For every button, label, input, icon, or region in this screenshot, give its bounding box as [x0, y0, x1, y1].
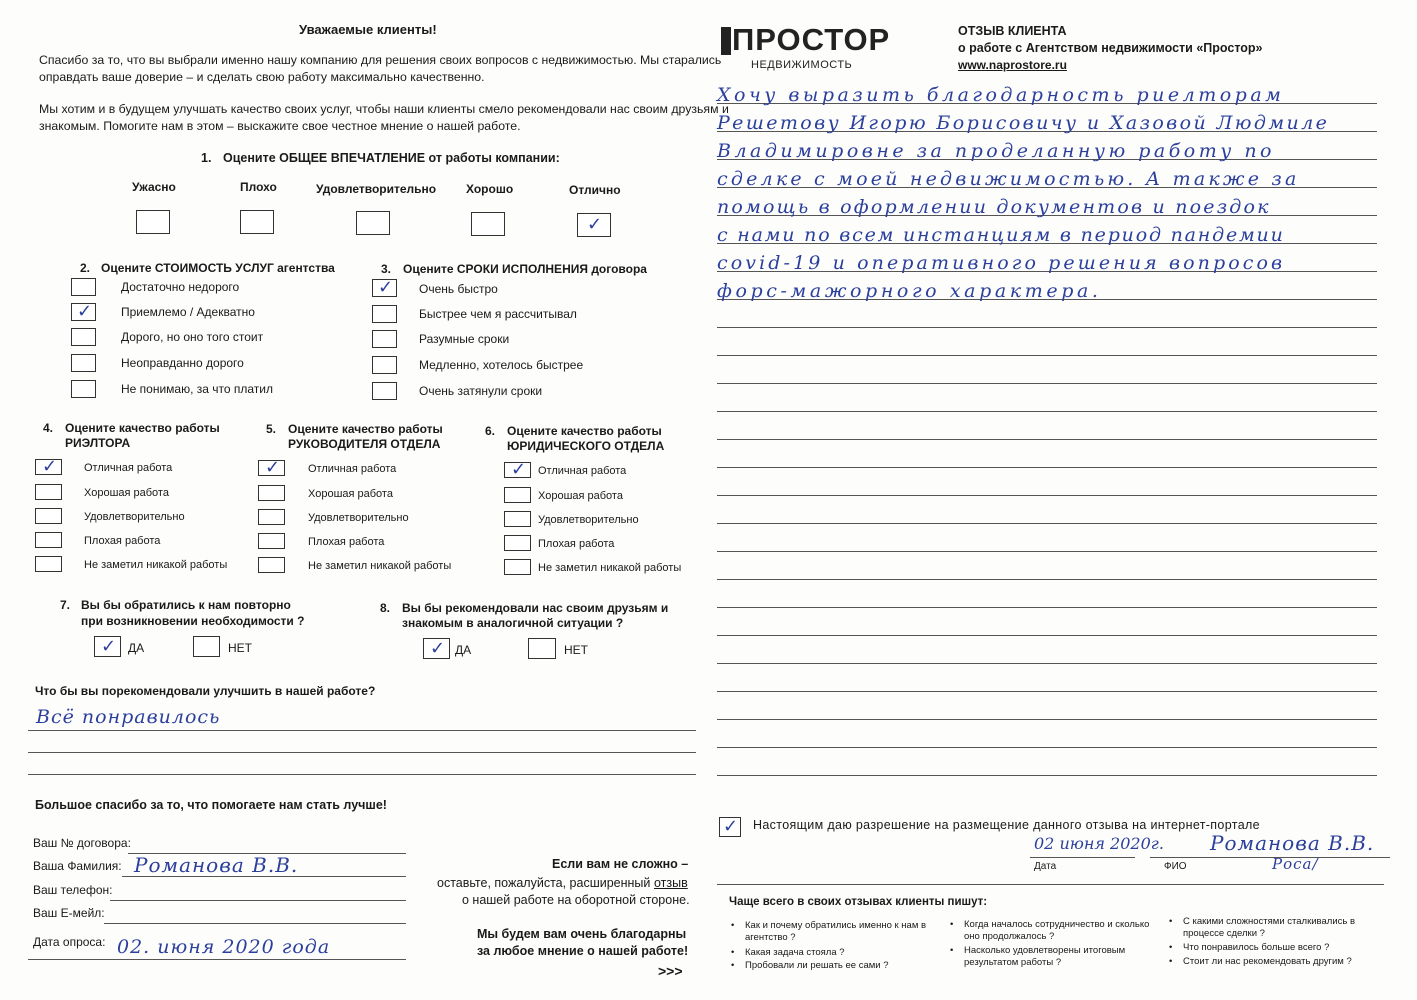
- q2-number: 2.: [80, 261, 91, 275]
- intro-line: оправдать ваше доверие – и сделать свою работу максимально качественно.: [39, 70, 485, 84]
- ruled-line: [717, 327, 1377, 328]
- q7-title: при возникновении необходимости ?: [81, 614, 305, 628]
- company-logo: [721, 22, 901, 75]
- email-field[interactable]: [104, 923, 406, 924]
- q1-checkbox-good[interactable]: [471, 212, 505, 236]
- q1-checkbox-bad[interactable]: [240, 210, 274, 234]
- q3-title: Оцените СРОКИ ИСПОЛНЕНИЯ договора: [403, 262, 647, 276]
- q6-number: 6.: [485, 424, 496, 438]
- q3-checkbox[interactable]: [372, 305, 397, 323]
- q1-checkbox-terrible[interactable]: [136, 210, 170, 234]
- q6-checkbox[interactable]: [504, 511, 531, 527]
- q7-checkbox-no[interactable]: [193, 636, 220, 657]
- signature-date-label: Дата: [1034, 861, 1057, 872]
- q6-checkbox[interactable]: [504, 535, 531, 551]
- q7-yes-label: ДА: [128, 641, 145, 655]
- q8-yes-label: ДА: [455, 643, 472, 657]
- intro-line: Мы хотим и в будущем улучшать качество своих услуг, чтобы наши клиенты смело рекомендовали нас своим друзьям и: [39, 102, 729, 116]
- ruled-line: [717, 607, 1377, 608]
- review-line: Хочу выразить благодарность риелторам: [717, 84, 1285, 106]
- q5-checkbox[interactable]: [258, 533, 285, 549]
- check-mark-icon: ✓: [511, 459, 527, 480]
- check-mark-icon: ✓: [430, 638, 446, 659]
- intro-line: знакомым. Помогите нам в этом – выскажите свое честное мнение о нашей работе.: [39, 119, 521, 133]
- review-line: covid-19 и оперативного решения вопросов: [717, 252, 1286, 274]
- q2-checkbox[interactable]: [71, 380, 96, 398]
- review-line: Владимировне за проделанную работу по: [717, 140, 1275, 162]
- fio-signature-line: [1150, 857, 1390, 858]
- bullet-icon: •: [1169, 916, 1173, 927]
- divider: [717, 884, 1384, 885]
- logo-subtext: НЕДВИЖИМОСТЬ: [751, 59, 853, 71]
- note-line: о нашей работе на оборотной стороне.: [462, 893, 690, 907]
- q6-checkbox[interactable]: [504, 459, 531, 480]
- q8-checkbox-no[interactable]: [528, 638, 556, 659]
- bullet-icon: •: [1169, 956, 1173, 967]
- tip-item: [731, 947, 935, 959]
- q4-option-label: Плохая работа: [84, 535, 161, 547]
- review-line: сделке с моей недвижимостью. А также за: [717, 168, 1300, 190]
- q5-checkbox[interactable]: [258, 457, 285, 478]
- tip-item: [950, 945, 1154, 969]
- q1-option-label: Ужасно: [132, 180, 176, 194]
- q6-option-label: Плохая работа: [538, 538, 615, 550]
- q1-option-label: Хорошо: [466, 182, 514, 196]
- q5-option-label: Удовлетворительно: [308, 512, 409, 524]
- q4-option-label: Не заметил никакой работы: [84, 559, 228, 571]
- ruled-line: [717, 775, 1377, 776]
- q3-option-label: Разумные сроки: [419, 332, 510, 346]
- answer-line: [28, 774, 696, 775]
- q8-number: 8.: [380, 601, 391, 615]
- q5-option-label: Не заметил никакой работы: [308, 560, 452, 572]
- q5-checkbox[interactable]: [258, 485, 285, 501]
- review-line: Решетову Игорю Борисовичу и Хазовой Людмиле: [717, 112, 1330, 134]
- q2-option-label: Дорого, но оно того стоит: [121, 330, 264, 344]
- tip-item: [731, 960, 935, 972]
- q5-option-label: Хорошая работа: [308, 488, 393, 500]
- note-line: Если вам не сложно –: [552, 857, 689, 871]
- q5-title: РУКОВОДИТЕЛЯ ОТДЕЛА: [288, 437, 441, 451]
- q2-option-label: Неоправданно дорого: [121, 356, 244, 370]
- q2-checkbox[interactable]: [71, 278, 96, 296]
- ruled-line: [717, 383, 1377, 384]
- surname-field: [122, 876, 406, 877]
- date-label: Дата опроса:: [33, 935, 106, 949]
- q8-checkbox-yes[interactable]: [423, 638, 450, 659]
- q6-checkbox[interactable]: [504, 487, 531, 503]
- tip-item: [1169, 916, 1373, 940]
- q6-option-label: Отличная работа: [538, 465, 627, 477]
- q1-checkbox-satisfactory[interactable]: [356, 211, 390, 235]
- tip-text: Стоит ли нас рекомендовать другим ?: [1183, 956, 1352, 967]
- often-title: Чаще всего в своих отзывах клиенты пишут:: [729, 896, 988, 908]
- q3-option-label: Медленно, хотелось быстрее: [419, 358, 584, 372]
- q1-checkbox-excellent[interactable]: [577, 213, 611, 237]
- q5-checkbox[interactable]: [258, 509, 285, 525]
- date-field: [28, 959, 406, 960]
- tip-text: Как и почему обратились именно к нам в агентство ?: [745, 920, 927, 943]
- bullet-icon: •: [950, 919, 954, 930]
- check-mark-icon: ✓: [587, 214, 603, 235]
- q3-checkbox[interactable]: [372, 330, 397, 348]
- q2-option-label: Не понимаю, за что платил: [121, 382, 274, 396]
- check-mark-icon: ✓: [265, 457, 281, 478]
- q1-title: Оцените ОБЩЕЕ ВПЕЧАТЛЕНИЕ от работы компании:: [223, 151, 560, 165]
- tip-item: [1169, 956, 1373, 968]
- permission-checkbox[interactable]: [719, 817, 741, 837]
- signature-scrawl: Роса/: [1272, 855, 1319, 873]
- q1-option-label: Отлично: [569, 183, 621, 197]
- ruled-line: [717, 467, 1377, 468]
- ruled-line: [717, 523, 1377, 524]
- signature-fio-label: ФИО: [1164, 861, 1187, 872]
- review-title: ОТЗЫВ КЛИЕНТА: [958, 24, 1067, 38]
- email-label: Ваш Е-мейл:: [33, 906, 105, 920]
- q3-checkbox[interactable]: [372, 382, 397, 400]
- q3-option-label: Быстрее чем я рассчитывал: [419, 307, 577, 321]
- permission-text: Настоящим даю разрешение на размещение данного отзыва на интернет-портале: [753, 818, 1260, 832]
- q8-title: знакомым в аналогичной ситуации ?: [402, 616, 624, 630]
- q2-option-label: Достаточно недорого: [121, 280, 240, 294]
- bullet-icon: •: [731, 960, 735, 971]
- q4-title: Оцените качество работы: [65, 421, 220, 435]
- q5-option-label: Плохая работа: [308, 536, 385, 548]
- q4-option-label: Хорошая работа: [84, 487, 169, 499]
- website-link[interactable]: www.naprostore.ru: [958, 58, 1067, 72]
- surname-value[interactable]: Романова В.В.: [134, 853, 299, 877]
- tip-item: [950, 919, 1154, 943]
- q6-checkbox[interactable]: [504, 559, 531, 575]
- signature-date[interactable]: 02 июня 2020г.: [1034, 834, 1164, 853]
- q4-option-label: Отличная работа: [84, 462, 173, 474]
- surname-label: Ваша Фамилия:: [33, 859, 122, 873]
- q6-option-label: Удовлетворительно: [538, 514, 639, 526]
- q2-checkbox[interactable]: [71, 354, 96, 372]
- check-mark-icon: ✓: [42, 456, 58, 477]
- q5-title: Оцените качество работы: [288, 422, 443, 436]
- q1-number: 1.: [201, 151, 212, 165]
- q6-title: Оцените качество работы: [507, 424, 662, 438]
- tip-text: Пробовали ли решать ее сами ?: [745, 960, 889, 971]
- q7-no-label: НЕТ: [228, 641, 252, 655]
- review-line: с нами по всем инстанциям в период пандемии: [717, 224, 1285, 246]
- ruled-line: [717, 663, 1377, 664]
- phone-label: Ваш телефон:: [33, 883, 113, 897]
- logo-bar-icon: [721, 27, 731, 55]
- ruled-line: [717, 551, 1377, 552]
- check-mark-icon: ✓: [378, 277, 394, 298]
- q6-option-label: Хорошая работа: [538, 490, 623, 502]
- check-mark-icon: ✓: [723, 816, 739, 837]
- bullet-icon: •: [731, 920, 735, 931]
- tip-item: [1169, 942, 1373, 954]
- q2-option-label: Приемлемо / Адекватно: [121, 305, 255, 319]
- improve-answer[interactable]: Всё понравилось: [36, 706, 221, 728]
- bullet-icon: •: [1169, 942, 1173, 953]
- q3-option-label: Очень затянули сроки: [419, 384, 543, 398]
- logo-text: ПРОСТОР: [732, 22, 891, 57]
- q5-option-label: Отличная работа: [308, 463, 397, 475]
- q2-checkbox[interactable]: [71, 303, 96, 321]
- arrows-icon: >>>: [658, 963, 683, 979]
- q1-option-label: Удовлетворительно: [316, 182, 437, 196]
- note-line: Мы будем вам очень благодарны: [477, 927, 687, 941]
- contract-label: Ваш № договора:: [33, 836, 131, 850]
- tip-item: [731, 920, 935, 944]
- improve-question: Что бы вы порекомендовали улучшить в нашей работе?: [35, 684, 376, 698]
- q6-title: ЮРИДИЧЕСКОГО ОТДЕЛА: [507, 439, 665, 453]
- q3-option-label: Очень быстро: [419, 282, 498, 296]
- q2-title: Оцените СТОИМОСТЬ УСЛУГ агентства: [101, 261, 335, 275]
- page-heading: Уважаемые клиенты!: [299, 22, 437, 37]
- q8-title: Вы бы рекомендовали нас своим друзьям и: [402, 601, 669, 615]
- q3-checkbox[interactable]: [372, 356, 397, 374]
- thanks-text: Большое спасибо за то, что помогаете нам стать лучше!: [35, 798, 387, 812]
- note-line: за любое мнение о нашей работе!: [477, 944, 689, 958]
- q4-title: РИЭЛТОРА: [65, 436, 131, 450]
- q4-checkbox[interactable]: [35, 556, 62, 572]
- ruled-line: [717, 635, 1377, 636]
- ruled-line: [717, 495, 1377, 496]
- q5-checkbox[interactable]: [258, 557, 285, 573]
- note-line: оставьте, пожалуйста, расширенный: [437, 876, 651, 890]
- review-link[interactable]: отзыв: [654, 876, 688, 890]
- q7-checkbox-yes[interactable]: [94, 636, 121, 657]
- q4-option-label: Удовлетворительно: [84, 511, 185, 523]
- q7-number: 7.: [60, 598, 71, 612]
- q8-no-label: НЕТ: [564, 643, 588, 657]
- phone-field[interactable]: [110, 900, 406, 901]
- answer-line: [28, 730, 696, 731]
- q3-checkbox[interactable]: [372, 279, 397, 297]
- review-subtitle: о работе с Агентством недвижимости «Простор»: [958, 41, 1263, 55]
- q6-option-label: Не заметил никакой работы: [538, 562, 682, 574]
- q1-option-label: Плохо: [240, 180, 277, 194]
- survey-date-value[interactable]: 02. июня 2020 года: [117, 936, 331, 958]
- q4-checkbox[interactable]: [35, 484, 62, 500]
- ruled-line: [717, 355, 1377, 356]
- q4-number: 4.: [43, 421, 54, 435]
- q7-title: Вы бы обратились к нам повторно: [81, 598, 291, 612]
- check-mark-icon: ✓: [101, 636, 117, 657]
- q2-checkbox[interactable]: [71, 328, 96, 346]
- tip-text: Насколько удовлетворены итоговым результатом работы ?: [964, 945, 1126, 968]
- answer-line: [28, 752, 696, 753]
- review-line: форс-мажорного характера.: [717, 280, 1102, 302]
- intro-line: Спасибо за то, что вы выбрали именно нашу компанию для решения своих вопросов с недвижимостью. Мы старались: [39, 53, 722, 67]
- ruled-line: [717, 439, 1377, 440]
- review-line: помощь в оформлении документов и поездок: [717, 196, 1271, 218]
- q5-number: 5.: [266, 422, 277, 436]
- ruled-line: [717, 411, 1377, 412]
- tip-text: С какими сложностями сталкивались в процессе сделки ?: [1183, 916, 1356, 939]
- ruled-line: [717, 719, 1377, 720]
- check-mark-icon: ✓: [77, 301, 93, 322]
- bullet-icon: •: [731, 947, 735, 958]
- q4-checkbox[interactable]: [35, 532, 62, 548]
- tip-text: Какая задача стояла ?: [745, 947, 845, 958]
- date-signature-line: [1030, 857, 1135, 858]
- q4-checkbox[interactable]: [35, 508, 62, 524]
- ruled-line: [717, 691, 1377, 692]
- tip-text: Когда началось сотрудничество и сколько оно продолжалось ?: [964, 919, 1150, 942]
- ruled-line: [717, 747, 1377, 748]
- ruled-line: [717, 579, 1377, 580]
- q4-checkbox[interactable]: [35, 456, 62, 477]
- signature-name[interactable]: Романова В.В.: [1210, 831, 1375, 855]
- bullet-icon: •: [950, 945, 954, 956]
- q3-number: 3.: [381, 262, 392, 276]
- tip-text: Что понравилось больше всего ?: [1183, 942, 1330, 953]
